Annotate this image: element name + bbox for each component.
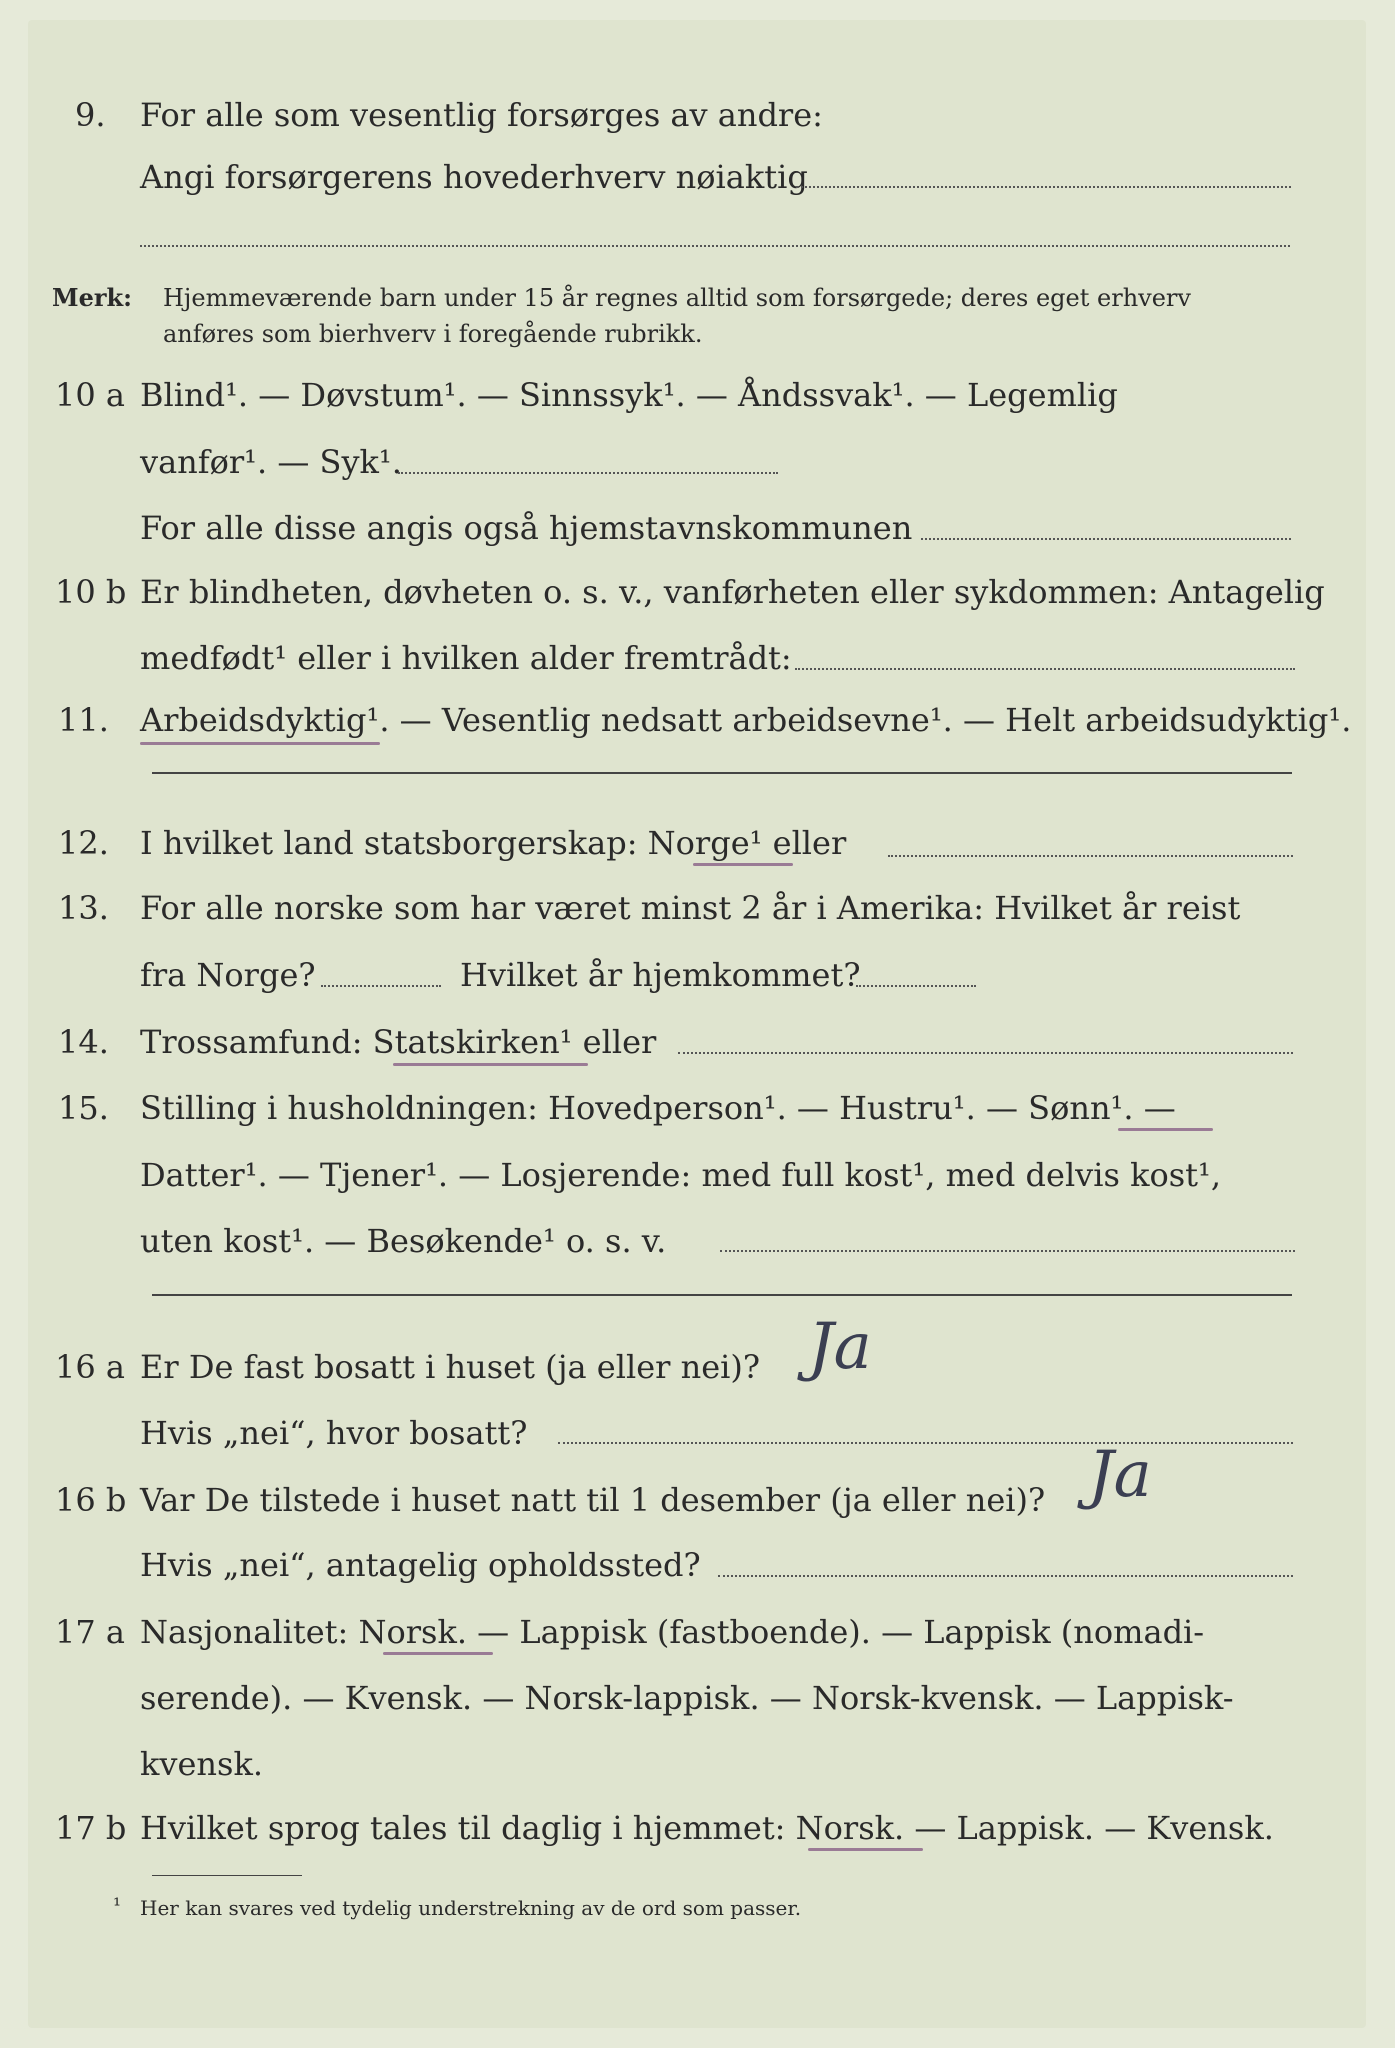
q11-number: 11.	[58, 701, 109, 739]
q9-line1: For alle som vesentlig forsørges av andre:	[140, 96, 823, 134]
q17a-line3: kvensk.	[140, 1745, 263, 1783]
q16b-number: 16 b	[55, 1481, 127, 1519]
q10b-answer-line[interactable]	[795, 668, 1295, 670]
q17b-marked-underline	[808, 1848, 923, 1851]
q15-line3: uten kost¹. — Besøkende¹ o. s. v.	[140, 1222, 667, 1260]
footnote-mark: ¹	[113, 1893, 122, 1917]
q16b-answer-line[interactable]	[718, 1575, 1293, 1577]
q17a-line1: Nasjonalitet: Norsk. — Lappisk (fastboende). — Lappisk (nomadi-	[140, 1613, 1205, 1651]
q17b-line1: Hvilket sprog tales til daglig i hjemmet: Norsk. — Lappisk. — Kvensk.	[140, 1809, 1274, 1847]
q12-number: 12.	[58, 824, 109, 862]
q14-answer-line[interactable]	[678, 1052, 1293, 1054]
q9-answer-line[interactable]	[796, 186, 1291, 188]
q13-reist-line[interactable]	[321, 985, 441, 987]
q15-number: 15.	[58, 1089, 109, 1127]
q13-hjemkommet-line[interactable]	[856, 985, 976, 987]
q9-answer-line-2[interactable]	[140, 245, 1290, 247]
q15-marked-underline	[1118, 1128, 1213, 1131]
q14-number: 14.	[58, 1023, 109, 1061]
q15-line2: Datter¹. — Tjener¹. — Losjerende: med full kost¹, med delvis kost¹,	[140, 1156, 1222, 1194]
q10b-line1: Er blindheten, døvheten o. s. v., vanførheten eller sykdommen: Antagelig	[140, 573, 1325, 611]
q11-marked-underline	[140, 742, 380, 745]
q10a-hjemstavn-line[interactable]	[921, 538, 1291, 540]
q10b-number: 10 b	[55, 573, 127, 611]
q16a-answer-line[interactable]	[558, 1442, 1293, 1444]
q16b-line1: Var De tilstede i huset natt til 1 desember (ja eller nei)?	[140, 1481, 1046, 1519]
q17a-line2: serende). — Kvensk. — Norsk-lappisk. — Norsk-kvensk. — Lappisk-	[140, 1679, 1234, 1717]
merk-line2: anføres som bierhverv i foregående rubrikk.	[163, 320, 703, 348]
q9-number: 9.	[75, 96, 106, 134]
q13-number: 13.	[58, 889, 109, 927]
q13-line2a: fra Norge?	[140, 956, 316, 994]
q16b-line2: Hvis „nei“, antagelig opholdssted?	[140, 1546, 701, 1584]
q17a-number: 17 a	[55, 1613, 125, 1651]
q16a-line1: Er De fast bosatt i huset (ja eller nei)?	[140, 1348, 761, 1386]
q11-line1: Arbeidsdyktig¹. — Vesentlig nedsatt arbeidsevne¹. — Helt arbeidsudyktig¹.	[140, 701, 1352, 739]
footnote-text: Her kan svares ved tydelig understrekning av de ord som passer.	[140, 1896, 802, 1920]
merk-label: Merk:	[52, 283, 132, 312]
q16a-number: 16 a	[55, 1348, 125, 1386]
q16a-line2: Hvis „nei“, hvor bosatt?	[140, 1414, 528, 1452]
q10a-number: 10 a	[55, 376, 125, 414]
footnote-separator	[152, 1875, 302, 1876]
q10a-line1: Blind¹. — Døvstum¹. — Sinnssyk¹. — Åndssvak¹. — Legemlig	[140, 376, 1118, 414]
q10a-answer-line[interactable]	[398, 472, 778, 474]
q12-answer-line[interactable]	[888, 855, 1293, 857]
q16b-handwritten-answer: Ja	[1088, 1438, 1152, 1512]
q13-line1: For alle norske som har været minst 2 år i Amerika: Hvilket år reist	[140, 889, 1241, 927]
q12-line1: I hvilket land statsborgerskap: Norge¹ eller	[140, 824, 847, 862]
q14-line1: Trossamfund: Statskirken¹ eller	[140, 1023, 657, 1061]
q10b-line2: medfødt¹ eller i hvilken alder fremtrådt:	[140, 639, 792, 677]
q10a-line2: vanfør¹. — Syk¹.	[140, 443, 402, 481]
q10a-line3: For alle disse angis også hjemstavnskommunen	[140, 509, 913, 547]
q13-line2b: Hvilket år hjemkommet?	[460, 956, 861, 994]
q14-marked-underline	[393, 1063, 588, 1066]
q15-line1: Stilling i husholdningen: Hovedperson¹. — Hustru¹. — Sønn¹. —	[140, 1089, 1176, 1127]
q9-line2: Angi forsørgerens hovederhverv nøiaktig	[140, 158, 808, 196]
q17a-marked-underline	[383, 1652, 493, 1655]
q16a-handwritten-answer: Ja	[808, 1310, 872, 1384]
q15-answer-line[interactable]	[720, 1250, 1295, 1252]
census-form-page	[28, 20, 1366, 2028]
merk-line1: Hjemmeværende barn under 15 år regnes alltid som forsørgede; deres eget erhverv	[163, 284, 1191, 312]
q11-answer-line[interactable]	[152, 772, 1292, 774]
q15-answer-line-2[interactable]	[152, 1294, 1292, 1296]
q12-marked-underline	[693, 863, 793, 866]
q17b-number: 17 b	[55, 1809, 127, 1847]
